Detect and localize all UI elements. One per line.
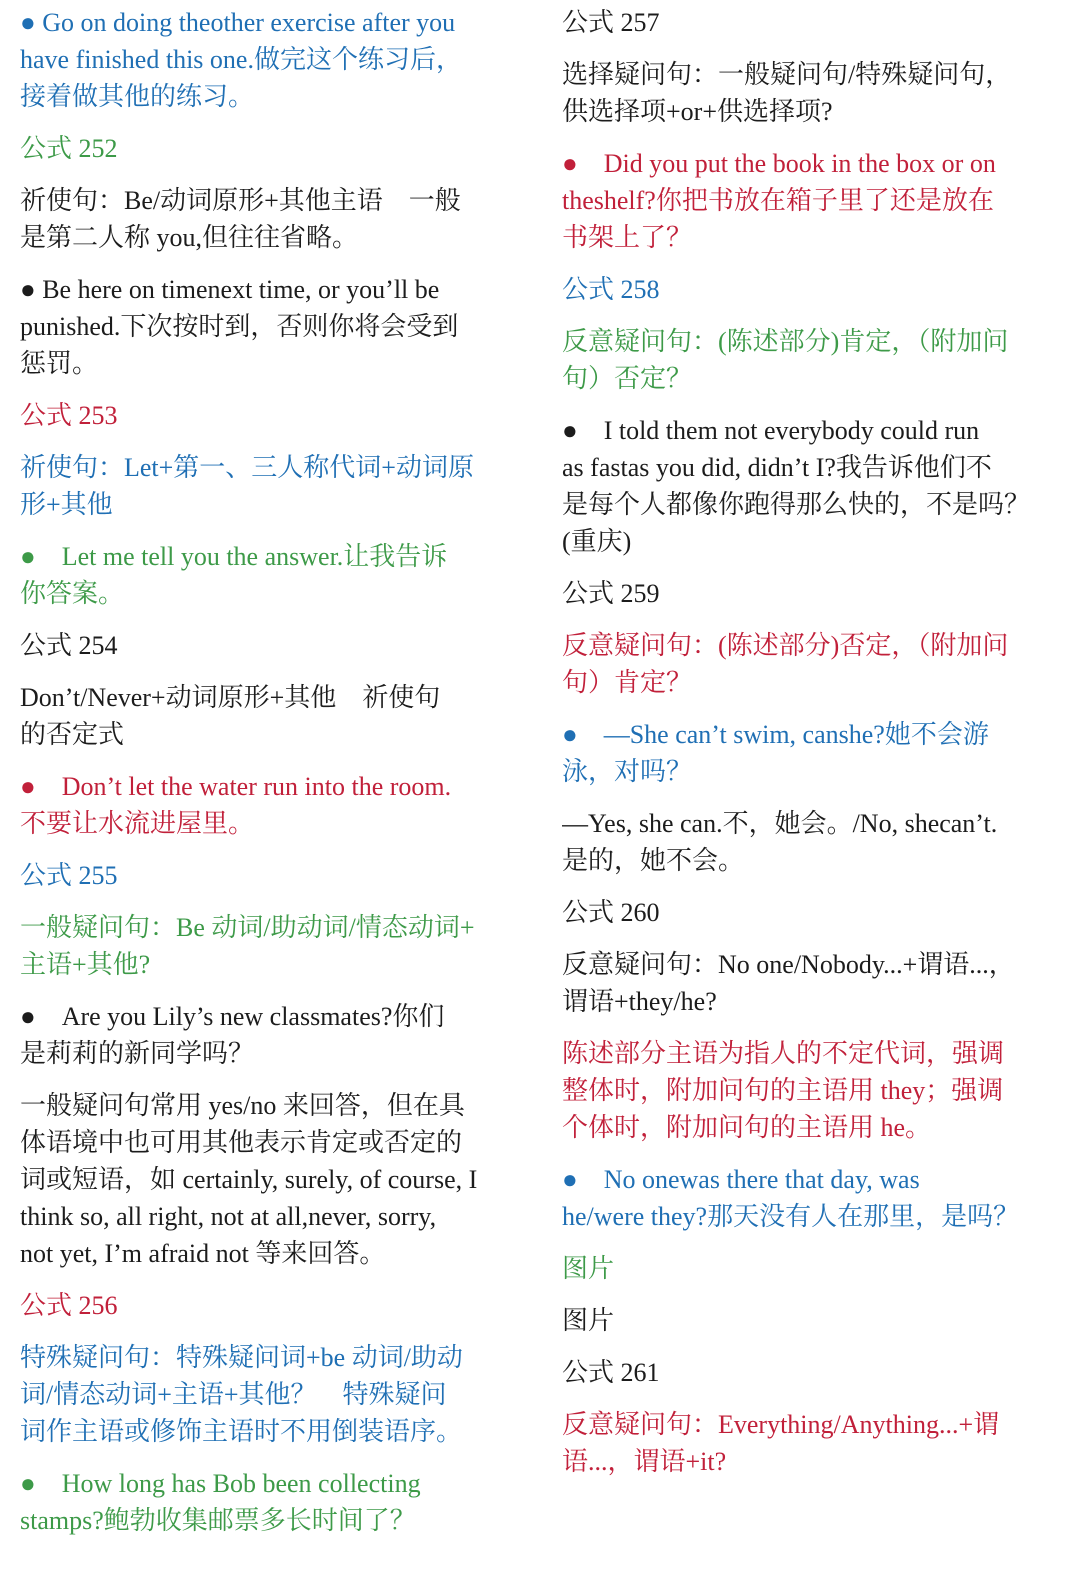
text-line: punished.下次按时到，否则你将会受到 bbox=[20, 312, 459, 341]
formula-heading bbox=[20, 397, 518, 434]
example-sentence bbox=[20, 998, 518, 1072]
example-sentence bbox=[20, 271, 518, 382]
text-line: 反意疑问句：Everything/Anything...+谓 bbox=[562, 1410, 1000, 1439]
text-line: 体语境中也可用其他表示肯定或否定的 bbox=[20, 1128, 463, 1157]
text-line: not yet, I’m afraid not 等来回答。 bbox=[20, 1239, 386, 1268]
text-line: ● —She can’t swim, canshe?她不会游 bbox=[562, 720, 989, 749]
formula-rule bbox=[20, 182, 518, 256]
formula-heading bbox=[20, 130, 518, 167]
text-line: 一般疑问句：Be 动词/助动词/情态动词+ bbox=[20, 913, 475, 942]
text-line: 谓语+they/he? bbox=[562, 987, 717, 1016]
text-line: ● Go on doing theother exercise after you bbox=[20, 8, 456, 37]
formula-heading bbox=[562, 1354, 1060, 1391]
text-line: 反意疑问句：No one/Nobody...+谓语...， bbox=[562, 950, 1015, 979]
text-line: 泳，对吗？ bbox=[562, 757, 693, 786]
formula-rule bbox=[20, 1339, 518, 1450]
text-line: 整体时，附加问句的主语用 they；强调 bbox=[562, 1076, 1004, 1105]
formula-rule bbox=[20, 449, 518, 523]
text-line: 是的，她不会。 bbox=[562, 846, 745, 875]
text-line: he/were they?那天没有人在那里，是吗？ bbox=[562, 1202, 1020, 1231]
text-line: 选择疑问句：一般疑问句/特殊疑问句， bbox=[562, 60, 1012, 89]
text-line: 语...，谓语+it? bbox=[562, 1447, 727, 1476]
text-line: 公式 257 bbox=[562, 8, 660, 37]
formula-rule bbox=[20, 679, 518, 753]
image-placeholder-label bbox=[562, 1302, 1060, 1339]
formula-rule bbox=[562, 323, 1060, 397]
text-line: 公式 256 bbox=[20, 1291, 118, 1320]
text-line: theshelf?你把书放在箱子里了还是放在 bbox=[562, 186, 994, 215]
text-line: Don’t/Never+动词原形+其他 祈使句 bbox=[20, 683, 441, 712]
text-line: ● Don’t let the water run into the room. bbox=[20, 772, 452, 801]
text-line: 祈使句：Be/动词原形+其他主语 一般 bbox=[20, 186, 461, 215]
text-line: 图片 bbox=[562, 1306, 615, 1335]
text-line: 特殊疑问句：特殊疑问词+be 动词/助动 bbox=[20, 1343, 463, 1372]
text-line: 公式 254 bbox=[20, 631, 118, 660]
text-line: 形+其他 bbox=[20, 490, 113, 519]
formula-rule bbox=[562, 946, 1060, 1020]
text-line: 公式 255 bbox=[20, 861, 118, 890]
text-line: 词或短语，如 certainly, surely, of course, I bbox=[20, 1165, 478, 1194]
text-line: (重庆) bbox=[562, 527, 632, 556]
text-line: 陈述部分主语为指人的不定代词，强调 bbox=[562, 1039, 1005, 1068]
example-sentence bbox=[562, 412, 1060, 560]
formula-rule bbox=[562, 627, 1060, 701]
text-line: ● Are you Lily’s new classmates?你们 bbox=[20, 1002, 445, 1031]
text-line: 一般疑问句常用 yes/no 来回答，但在具 bbox=[20, 1091, 465, 1120]
text-line: 主语+其他? bbox=[20, 950, 151, 979]
text-line: 反意疑问句：(陈述部分)否定，（附加问 bbox=[562, 631, 1009, 660]
text-line: —Yes, she can.不，她会。/No, shecan’t. bbox=[562, 809, 998, 838]
example-sentence bbox=[562, 805, 1060, 879]
example-sentence bbox=[562, 716, 1060, 790]
text-line: 公式 260 bbox=[562, 898, 660, 927]
text-line: ● I told them not everybody could run bbox=[562, 416, 980, 445]
example-sentence bbox=[562, 145, 1060, 256]
text-line: 反意疑问句：(陈述部分)肯定，（附加问 bbox=[562, 327, 1009, 356]
text-line: ● Be here on timenext time, or you’ll be bbox=[20, 275, 440, 304]
formula-rule bbox=[562, 56, 1060, 130]
image-placeholder-label bbox=[562, 1250, 1060, 1287]
text-line: 词/情态动词+主语+其他？ 特殊疑问 bbox=[20, 1380, 447, 1409]
text-line: 是第二人称 you,但往往省略。 bbox=[20, 223, 359, 252]
formula-heading bbox=[562, 4, 1060, 41]
right-column bbox=[562, 4, 1060, 1495]
text-line: ● How long has Bob been collecting bbox=[20, 1469, 421, 1498]
grammar-note bbox=[20, 1087, 518, 1272]
text-line: 祈使句：Let+第一、三人称代词+动词原 bbox=[20, 453, 474, 482]
example-sentence bbox=[562, 1161, 1060, 1235]
text-line: 图片 bbox=[562, 1254, 615, 1283]
text-line: 你答案。 bbox=[20, 579, 125, 608]
text-line: 供选择项+or+供选择项? bbox=[562, 97, 833, 126]
text-line: 句）肯定？ bbox=[562, 668, 693, 697]
example-sentence bbox=[20, 768, 518, 842]
text-line: 是莉莉的新同学吗？ bbox=[20, 1039, 255, 1068]
example-sentence bbox=[20, 1465, 518, 1539]
text-line: ● Let me tell you the answer.让我告诉 bbox=[20, 542, 448, 571]
formula-heading bbox=[562, 894, 1060, 931]
text-line: ● Did you put the book in the box or on bbox=[562, 149, 996, 178]
formula-rule bbox=[20, 909, 518, 983]
text-line: ● No onewas there that day, was bbox=[562, 1165, 920, 1194]
text-line: have finished this one.做完这个练习后， bbox=[20, 45, 462, 74]
text-line: 书架上了？ bbox=[562, 223, 693, 252]
text-line: 是每个人都像你跑得那么快的，不是吗？ bbox=[562, 490, 1031, 519]
text-line: think so, all right, not at all,never, sorry, bbox=[20, 1202, 437, 1231]
formula-rule bbox=[562, 1406, 1060, 1480]
text-line: 的否定式 bbox=[20, 720, 125, 749]
grammar-note bbox=[562, 1035, 1060, 1146]
formula-heading bbox=[20, 857, 518, 894]
formula-heading bbox=[20, 1287, 518, 1324]
text-line: 接着做其他的练习。 bbox=[20, 82, 255, 111]
text-line: 公式 253 bbox=[20, 401, 118, 430]
text-line: 句）否定？ bbox=[562, 364, 693, 393]
example-sentence bbox=[20, 4, 518, 115]
text-line: 惩罚。 bbox=[20, 349, 99, 378]
formula-heading bbox=[562, 575, 1060, 612]
formula-heading bbox=[20, 627, 518, 664]
formula-heading bbox=[562, 271, 1060, 308]
text-line: 不要让水流进屋里。 bbox=[20, 809, 255, 838]
left-column bbox=[20, 4, 518, 1554]
example-sentence bbox=[20, 538, 518, 612]
text-line: 词作主语或修饰主语时不用倒装语序。 bbox=[20, 1417, 463, 1446]
text-line: stamps?鲍勃收集邮票多长时间了？ bbox=[20, 1506, 416, 1535]
text-line: 公式 261 bbox=[562, 1358, 660, 1387]
text-line: 公式 252 bbox=[20, 134, 118, 163]
text-line: 公式 258 bbox=[562, 275, 660, 304]
text-line: as fastas you did, didn’t I?我告诉他们不 bbox=[562, 453, 992, 482]
text-line: 公式 259 bbox=[562, 579, 660, 608]
text-line: 个体时，附加问句的主语用 he。 bbox=[562, 1113, 932, 1142]
